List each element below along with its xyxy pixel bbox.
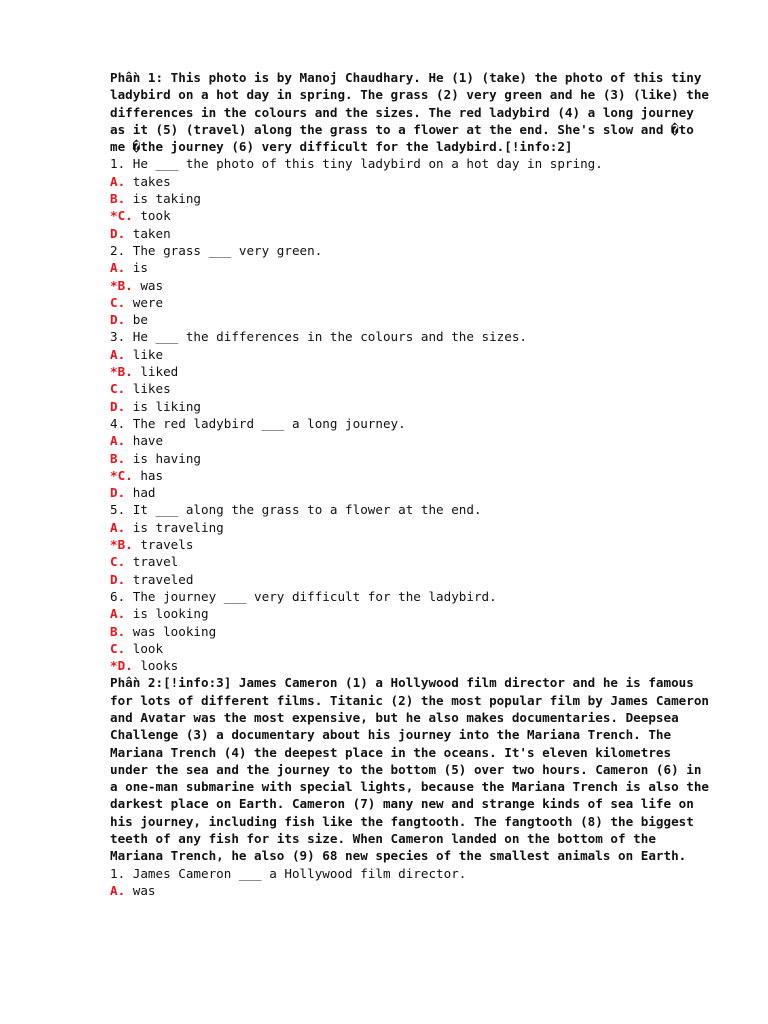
option-letter: B. (110, 450, 126, 466)
option-text: is having (132, 450, 202, 466)
option-letter: D. (110, 485, 126, 501)
option-text: like (132, 346, 164, 362)
option-text: travel (132, 554, 179, 570)
option-d (110, 225, 710, 242)
section-2 (110, 674, 710, 899)
option-text: looks (140, 658, 179, 674)
option-text: had (132, 485, 156, 501)
option-text: is looking (132, 606, 209, 622)
question-text: 6. The journey ___ very difficult for the ladybird. (110, 588, 497, 604)
option-c (110, 294, 710, 311)
option-d (110, 657, 710, 674)
document-page (110, 69, 710, 899)
option-letter: *B. (110, 364, 133, 380)
option-b (110, 450, 710, 467)
option-a (110, 519, 710, 536)
option-d (110, 398, 710, 415)
option-text: were (132, 294, 164, 310)
question-1-5 (110, 501, 710, 587)
option-text: taken (132, 225, 171, 241)
question-2-1 (110, 865, 710, 900)
option-c (110, 467, 710, 484)
question-text: 1. James Cameron ___ a Hollywood film director. (110, 865, 467, 881)
question-text: 3. He ___ the differences in the colours and the sizes. (110, 329, 528, 345)
option-letter: A. (110, 346, 126, 362)
option-a (110, 605, 710, 622)
section-1 (110, 69, 710, 674)
option-letter: C. (110, 294, 126, 310)
question-1-4 (110, 415, 710, 501)
option-b (110, 623, 710, 640)
option-c (110, 380, 710, 397)
option-a (110, 432, 710, 449)
question-1-1 (110, 155, 710, 241)
option-c (110, 207, 710, 224)
option-text: travels (140, 537, 194, 553)
option-letter: D. (110, 398, 126, 414)
option-a (110, 173, 710, 190)
option-d (110, 311, 710, 328)
option-d (110, 571, 710, 588)
option-text: is liking (132, 398, 202, 414)
option-letter: C. (110, 640, 126, 656)
option-text: was (132, 882, 156, 898)
option-b (110, 536, 710, 553)
option-letter: *D. (110, 658, 133, 674)
option-letter: *C. (110, 208, 133, 224)
option-letter: A. (110, 606, 126, 622)
option-text: was (140, 277, 164, 293)
option-letter: A. (110, 433, 126, 449)
option-b (110, 277, 710, 294)
question-text: 4. The red ladybird ___ a long journey. (110, 415, 406, 431)
option-letter: B. (110, 623, 126, 639)
option-letter: A. (110, 519, 126, 535)
option-text: takes (132, 173, 171, 189)
option-letter: C. (110, 381, 126, 397)
option-letter: B. (110, 191, 126, 207)
option-text: has (140, 467, 164, 483)
option-c (110, 640, 710, 657)
option-b (110, 190, 710, 207)
question-1-6 (110, 588, 710, 674)
option-letter: D. (110, 571, 126, 587)
option-c (110, 553, 710, 570)
option-text: liked (140, 364, 179, 380)
option-text: was looking (132, 623, 217, 639)
question-text: 1. He ___ the photo of this tiny ladybird on a hot day in spring. (110, 156, 603, 172)
option-a (110, 882, 710, 899)
option-letter: C. (110, 554, 126, 570)
option-letter: *C. (110, 467, 133, 483)
option-letter: *B. (110, 537, 133, 553)
question-1-2 (110, 242, 710, 328)
option-letter: A. (110, 173, 126, 189)
option-text: took (140, 208, 171, 224)
option-d (110, 484, 710, 501)
option-text: is taking (132, 191, 202, 207)
option-letter: A. (110, 882, 126, 898)
option-a (110, 346, 710, 363)
option-letter: A. (110, 260, 126, 276)
option-text: likes (132, 381, 171, 397)
question-text: 5. It ___ along the grass to a flower at the end. (110, 502, 482, 518)
option-a (110, 259, 710, 276)
option-text: look (132, 640, 164, 656)
option-text: is traveling (132, 519, 224, 535)
option-text: be (132, 312, 148, 328)
option-text: is (132, 260, 148, 276)
option-letter: D. (110, 225, 126, 241)
option-letter: *B. (110, 277, 133, 293)
option-letter: D. (110, 312, 126, 328)
option-text: traveled (132, 571, 194, 587)
option-text: have (132, 433, 164, 449)
question-1-3 (110, 328, 710, 414)
option-b (110, 363, 710, 380)
section-2-passage: Phần 2:[!info:3] James Cameron (1) a Hollywood film director and he is famous for lots of different films. Titanic (2) the most popular film by James Cameron and Avatar was the most expensive, but he also makes documentaries. Deepsea Challenge (3) a documentary about his journey into the Mariana Trench. The Mariana Trench (4) the deepest place in the oceans. It's eleven kilometres under the sea and the journey to the bottom (5) over two hours. Cameron (6) in a one-man submarine with special lights, because the Mariana Trench is also the darkest place on Earth. Cameron (7) many new and strange kinds of sea life on his journey, including fish like the fangtooth. The fangtooth (8) the biggest teeth of any fish for its size. When Cameron landed on the bottom of the Mariana Trench, he also (9) 68 new species of the smallest animals on Earth. (110, 675, 709, 864)
section-1-passage: Phần 1: This photo is by Manoj Chaudhary. He (1) (take) the photo of this tiny ladybird on a hot day in spring. The grass (2) very green and he (3) (like) the differences in the colours and the sizes. The red ladybird (4) a long journey as it (5) (travel) along the grass to a flower at the end. She's slow and �to me �the journey (6) very difficult for the ladybird.[!info:2] (110, 70, 709, 155)
question-text: 2. The grass ___ very green. (110, 242, 323, 258)
